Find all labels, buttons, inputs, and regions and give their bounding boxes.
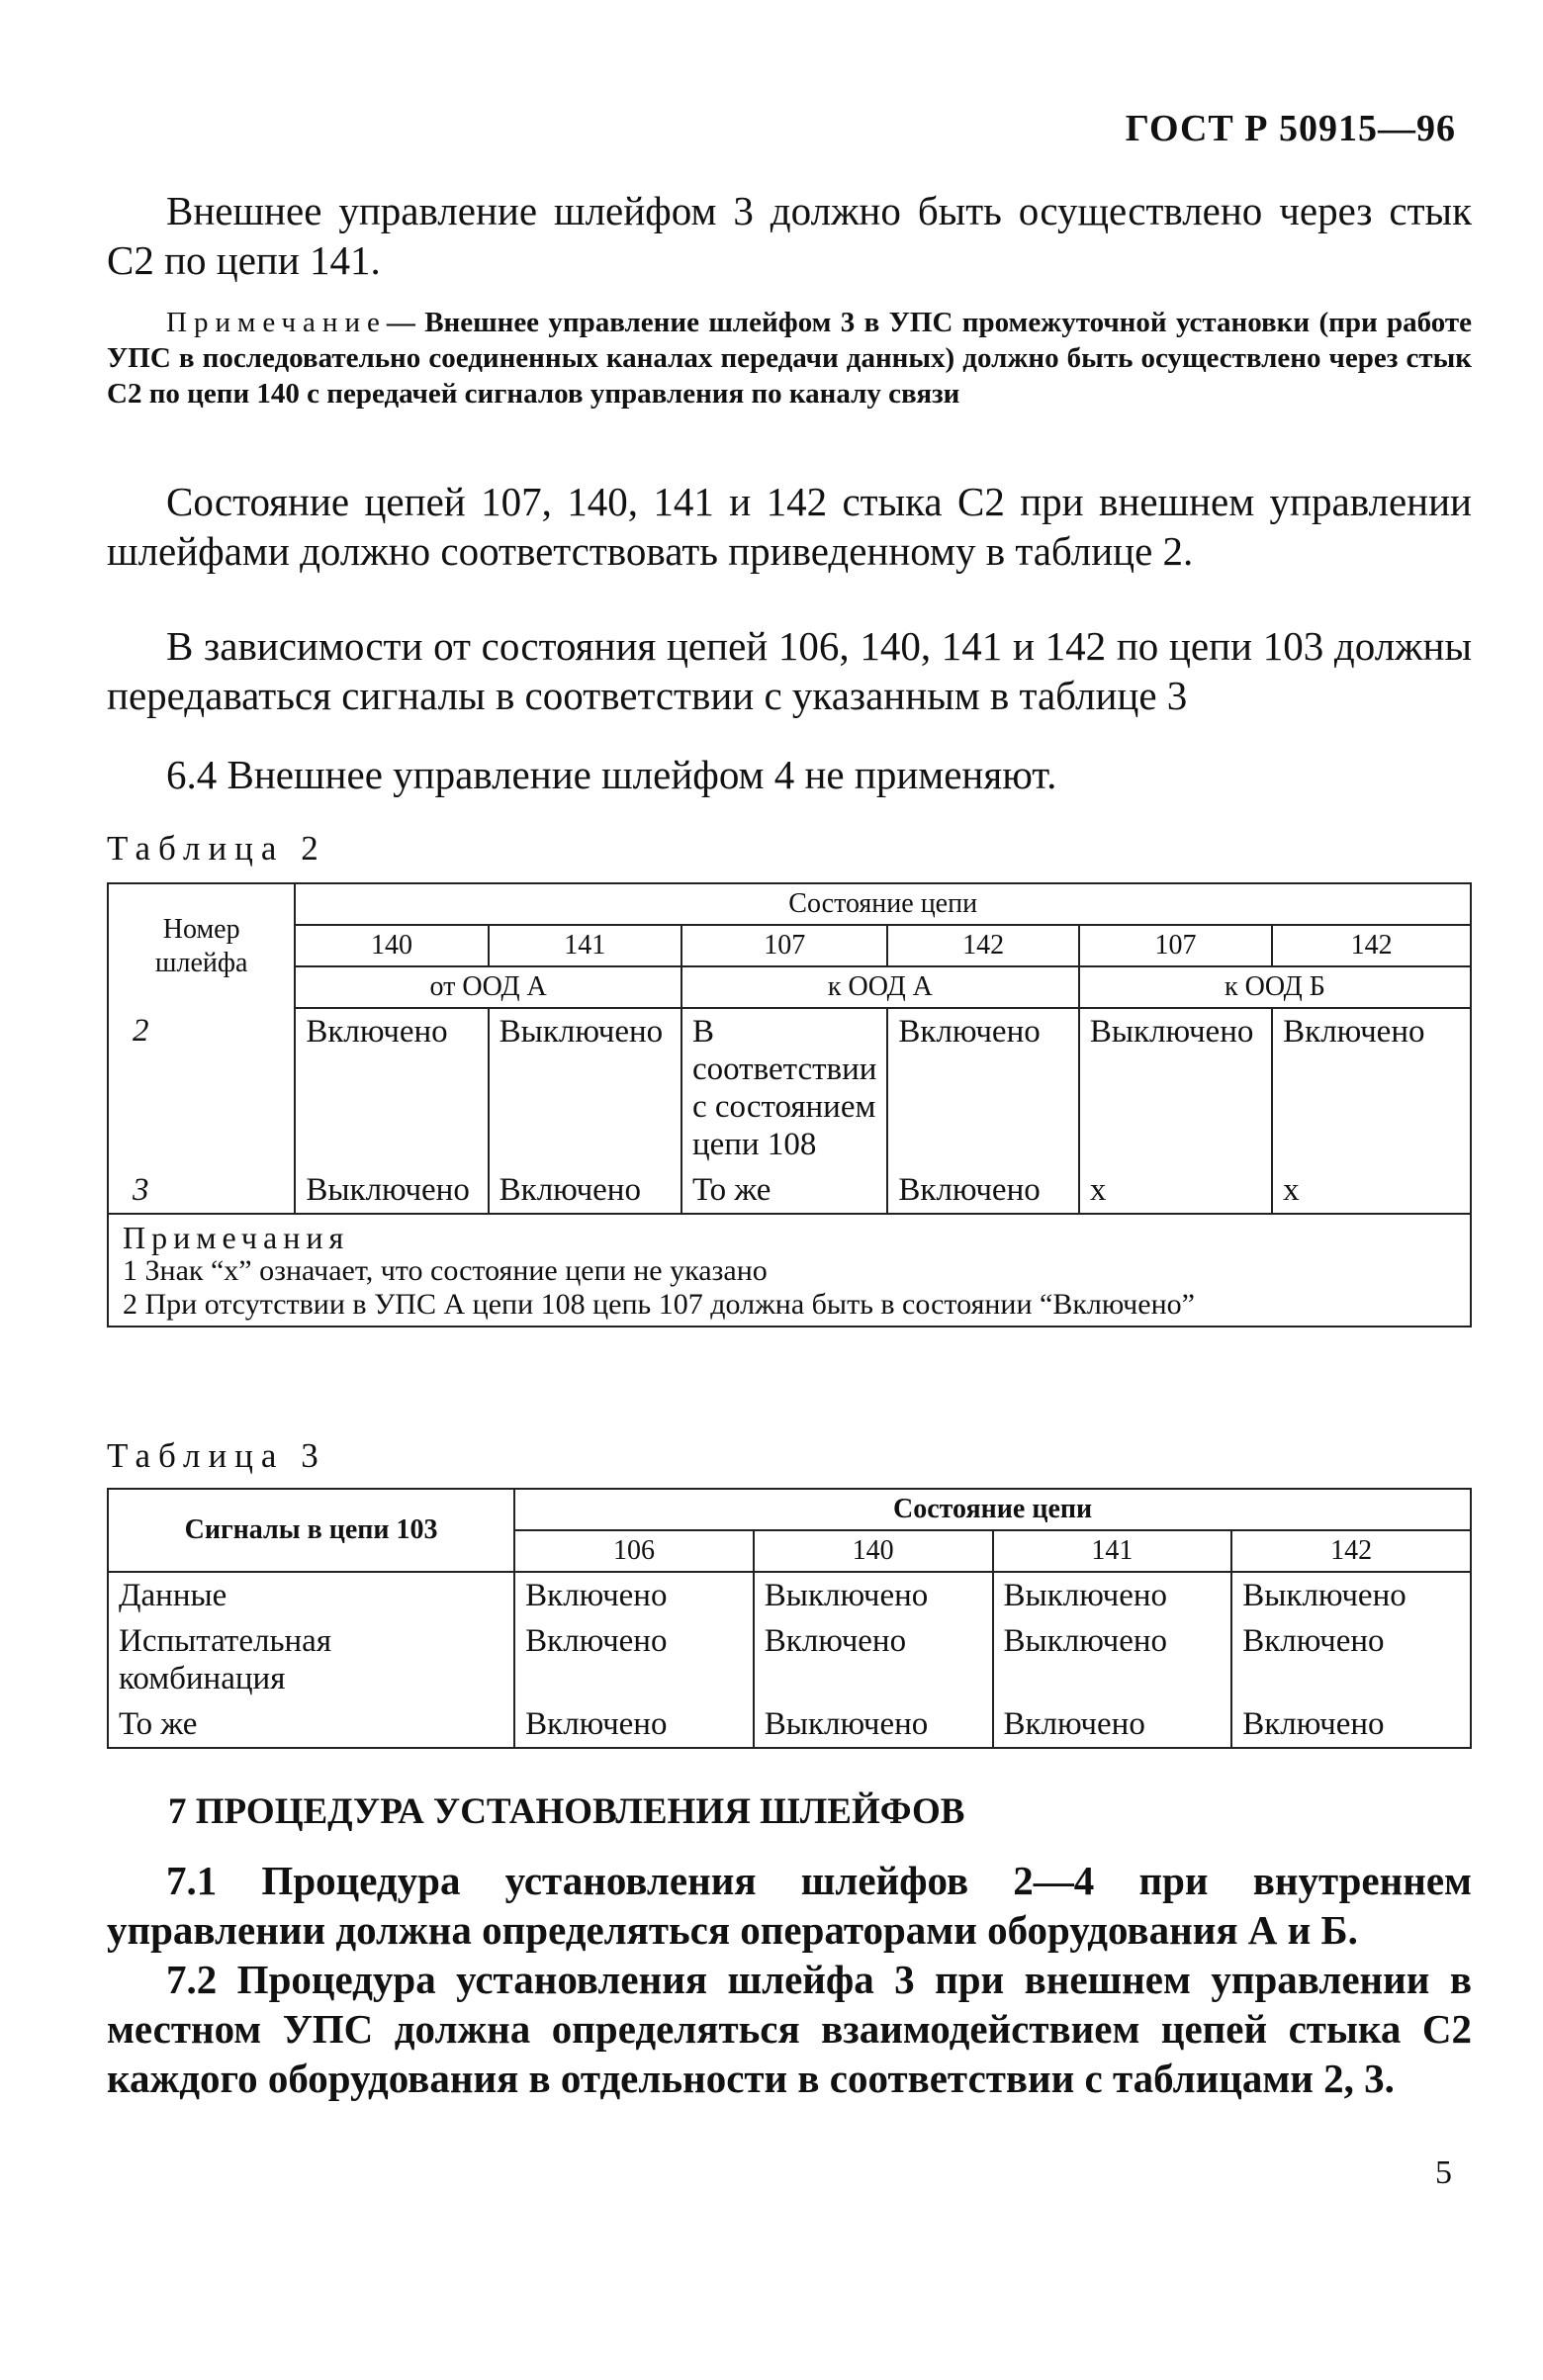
paragraph-6-4: 6.4 Внешнее управление шлейфом 4 не применяют. <box>166 752 1057 797</box>
table3-cell: Включено <box>754 1618 993 1701</box>
table3-signal: Испытательная комбинация <box>108 1618 514 1701</box>
table2-group-header: Состояние цепи <box>295 883 1471 925</box>
note-1-label: Примечание <box>166 307 387 338</box>
paragraph-7-1: 7.1 Процедура установления шлейфов 2—4 при внутреннем управлении должна определяться операторами оборудования А и Б. <box>107 1858 1472 1953</box>
table2-cell: Включено <box>887 1008 1078 1167</box>
table2-direction-to-a: к ООД А <box>681 966 1079 1008</box>
table2-notes <box>107 1215 1472 1327</box>
table3-cell: Выключено <box>1242 1578 1407 1613</box>
table3-signal: Данные <box>108 1572 514 1618</box>
table2-circuit-107-b: 107 <box>1079 925 1272 966</box>
note-1-text: — Внешнее управление шлейфом 3 в УПС промежуточной установки (при работе УПС в последовательно соединенных каналах передачи данных) должно быть осуществлено через стык С2 по цепи 140 с передачей сигналов управления по каналу связи <box>107 307 1472 410</box>
table2-cell: Включено <box>887 1167 1078 1214</box>
table2-row <box>108 1008 1471 1167</box>
paragraph-7-2: 7.2 Процедура установления шлейфа 3 при внешнем управлении в местном УПС должна определяться взаимодействием цепей стыка С2 каждого оборудования в отдельности в соответствии с таблицами 2, 3. <box>107 1957 1472 2101</box>
table2-notes-label: Примечания <box>123 1220 350 1255</box>
table2-circuit-142-b: 142 <box>1272 925 1471 966</box>
table2-row <box>108 1167 1471 1214</box>
note-1 <box>107 305 1472 412</box>
table3-cell: Выключено <box>993 1618 1232 1701</box>
table2-caption: Таблица 2 <box>107 829 326 868</box>
table2-col-header-loop: Номер шлейфа <box>108 883 295 1008</box>
table2-row-num: 3 <box>108 1167 295 1214</box>
paragraph-external-control-loop3: Внешнее управление шлейфом 3 должно быть осуществлено через стык С2 по цепи 141. <box>107 188 1472 283</box>
table3-circuit-140: 140 <box>754 1530 993 1572</box>
table2-cell: Включено <box>1272 1008 1471 1167</box>
table3-cell: Выключено <box>993 1572 1232 1618</box>
table2-note-1: 1 Знак “х” означает, что состояние цепи не указано <box>123 1254 768 1287</box>
table3-signal: То же <box>108 1701 514 1748</box>
table3-cell: Включено <box>993 1701 1232 1748</box>
table3-group-header: Состояние цепи <box>514 1489 1471 1530</box>
table3-circuit-142: 142 <box>1231 1530 1471 1572</box>
table3-cell: Включено <box>514 1618 754 1701</box>
table2-cell: Выключено <box>1079 1008 1272 1167</box>
table2-cell: В соответствии с состоянием цепи 108 <box>681 1008 887 1167</box>
table3-caption: Таблица 3 <box>107 1436 326 1475</box>
table2-cell: Выключено <box>489 1008 681 1167</box>
table2-circuit-141: 141 <box>489 925 681 966</box>
table3-cell: Выключено <box>754 1701 993 1748</box>
table2-cell: х <box>1079 1167 1272 1214</box>
table3-circuit-106: 106 <box>514 1530 754 1572</box>
page-number: 5 <box>1435 2154 1452 2191</box>
table3-col-header-signals: Сигналы в цепи 103 <box>108 1489 514 1572</box>
table2-row-num: 2 <box>108 1008 295 1167</box>
table2 <box>107 882 1472 1327</box>
table3-cell: Включено <box>514 1701 754 1748</box>
table3-circuit-141: 141 <box>993 1530 1232 1572</box>
table2-cell: Включено <box>489 1167 681 1214</box>
table3-row <box>108 1618 1471 1701</box>
table2-cell: Выключено <box>295 1167 488 1214</box>
table3-row <box>108 1572 1471 1618</box>
table2-circuit-107-a: 107 <box>681 925 887 966</box>
table2-direction-to-b: к ООД Б <box>1079 966 1471 1008</box>
table3-cell: Включено <box>1242 1623 1385 1659</box>
section-7-title: 7 ПРОЦЕДУРА УСТАНОВЛЕНИЯ ШЛЕЙФОВ <box>168 1791 965 1832</box>
table2-cell: х <box>1272 1167 1471 1214</box>
table2-direction-from-a: от ООД А <box>295 966 681 1008</box>
table2-cell: То же <box>681 1167 887 1214</box>
document-header: ГОСТ Р 50915—96 <box>1125 108 1456 149</box>
table3-cell: Включено <box>514 1572 754 1618</box>
table2-note-2: 2 При отсутствии в УПС А цепи 108 цепь 107 должна быть в состоянии “Включено” <box>123 1288 1195 1321</box>
table2-cell: Включено <box>295 1008 488 1167</box>
table3 <box>107 1488 1472 1749</box>
table3-cell: Включено <box>1242 1706 1385 1742</box>
table3-cell: Выключено <box>754 1572 993 1618</box>
table2-circuit-142-a: 142 <box>887 925 1078 966</box>
paragraph-table3-ref: В зависимости от состояния цепей 106, 140, 141 и 142 по цепи 103 должны передаваться сигналы в соответствии с указанным в таблице 3 <box>107 623 1472 718</box>
paragraph-table2-ref: Состояние цепей 107, 140, 141 и 142 стыка С2 при внешнем управлении шлейфами должно соответствовать приведенному в таблице 2. <box>107 479 1472 574</box>
table2-circuit-140: 140 <box>295 925 488 966</box>
table3-row <box>108 1701 1471 1748</box>
